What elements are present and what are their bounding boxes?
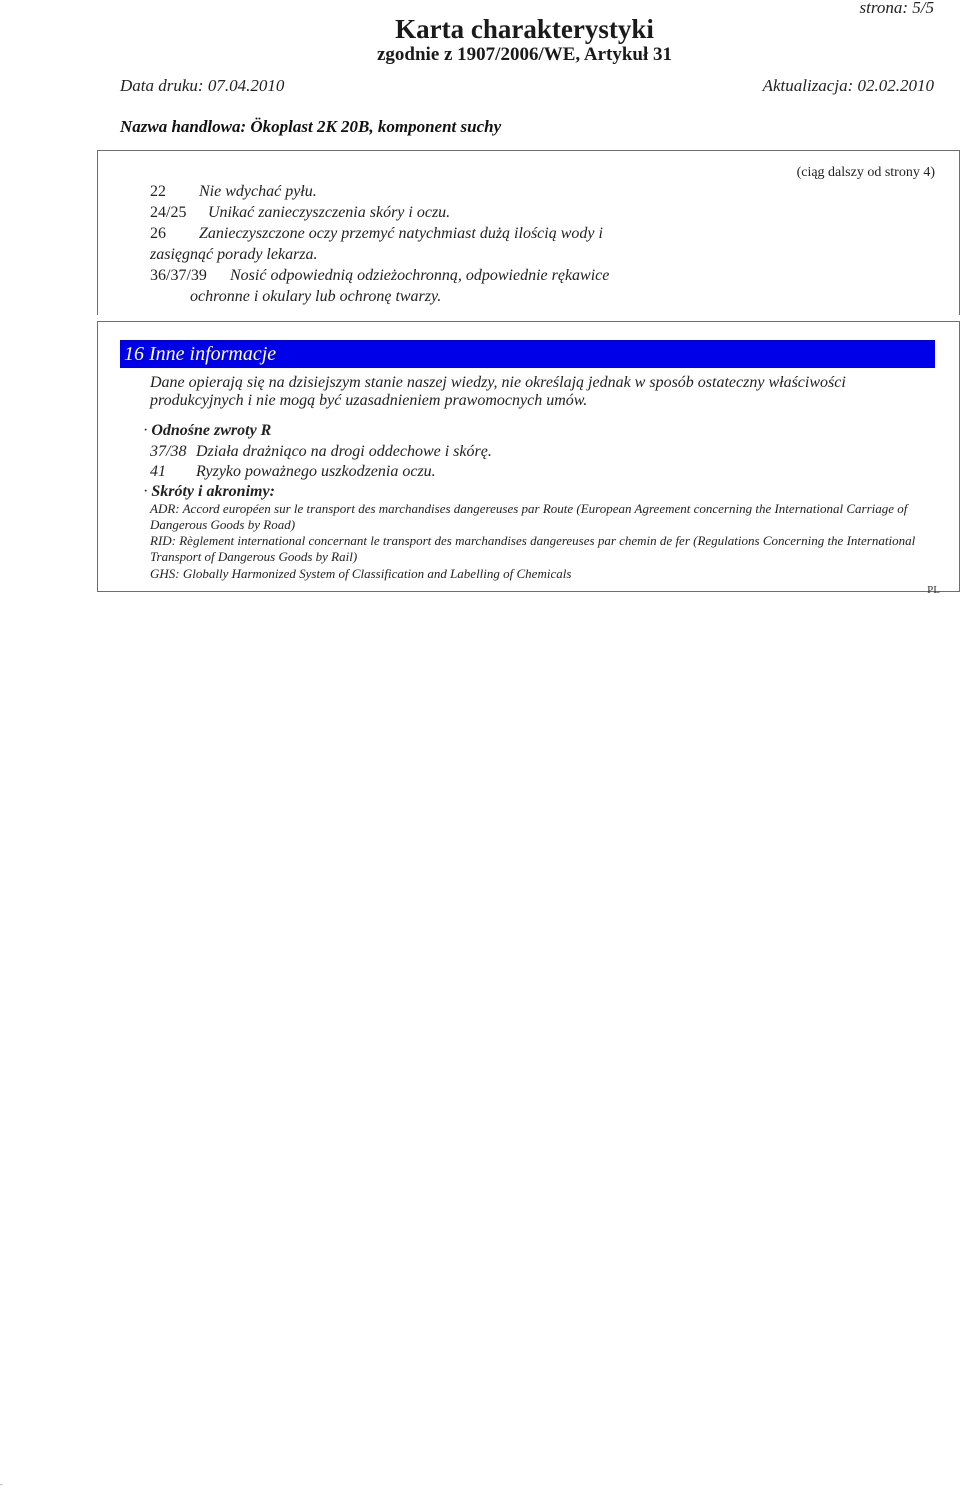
- s-phrase-code: 26: [150, 225, 166, 242]
- s-phrase-text: Nosić odpowiednią odzieżochronną, odpowiednie rękawice: [230, 267, 610, 284]
- s-phrase-row: [150, 224, 603, 263]
- disclaimer-paragraph: Dane opierają się na dzisiejszym stanie naszej wiedzy, nie określają jednak w sposób ostateczny właściwości produkcyjnych i nie mogą być uzasadnieniem prawomocnych umów.: [150, 374, 846, 409]
- s-phrase-code: 22: [150, 183, 166, 200]
- r-phrase-text: Ryzyko poważnego uszkodzenia oczu.: [196, 463, 436, 480]
- s-phrase-text: Nie wdychać pyłu.: [199, 183, 317, 200]
- s-phrase-code: 36/37/39: [150, 267, 207, 284]
- trade-name: Nazwa handlowa: Ökoplast 2K 20B, komponent suchy: [120, 117, 502, 136]
- r-phrase-code: 41: [150, 463, 166, 480]
- corner-mark: -: [0, 1480, 3, 1489]
- r-phrases-heading: · Odnośne zwroty R: [143, 422, 272, 439]
- s-phrase-row: [150, 203, 451, 223]
- bullet-dot: ·: [143, 483, 149, 500]
- update-date: Aktualizacja: 02.02.2010: [762, 76, 934, 95]
- s-phrase-text: Unikać zanieczyszczenia skóry i oczu.: [208, 204, 451, 221]
- page-number: strona: 5/5: [859, 0, 934, 17]
- r-phrase-code: 37/38: [150, 443, 187, 460]
- s-phrase-row: [150, 266, 610, 305]
- document-title: Karta charakterystyki: [395, 14, 654, 44]
- abbreviation-rid: RID: Règlement international concernant le transport des marchandises dangereuses par chemin de fer (Regulations Concerning the International Transport of Dangerous Goods by Rail): [150, 533, 916, 564]
- language-code: PL: [927, 584, 940, 596]
- section-16-heading: 16 Inne informacje: [120, 340, 935, 368]
- document-subtitle: zgodnie z 1907/2006/WE, Artykuł 31: [376, 44, 673, 65]
- r-phrase-row: [150, 443, 492, 461]
- r-phrase-text: Działa drażniąco na drogi oddechowe i skórę.: [196, 443, 492, 460]
- print-date: Data druku: 07.04.2010: [120, 76, 285, 95]
- abbreviation-ghs: GHS: Globally Harmonized System of Classification and Labelling of Chemicals: [150, 566, 572, 581]
- abbreviations-heading: · Skróty i akronimy:: [143, 483, 275, 500]
- continuation-note: (ciąg dalszy od strony 4): [796, 165, 935, 180]
- abbreviation-adr: ADR: Accord européen sur le transport des marchandises dangereuses par Route (European Agreement concerning the International Carriage of Dangerous Goods by Road): [150, 501, 908, 532]
- r-phrase-row: [150, 463, 436, 481]
- s-phrase-code: 24/25: [150, 204, 187, 221]
- s-phrase-text-cont: ochronne i okulary lub ochronę twarzy.: [190, 288, 442, 305]
- s-phrase-text-cont: zasięgnąć porady lekarza.: [150, 246, 318, 263]
- s-phrase-text: Zanieczyszczone oczy przemyć natychmiast dużą ilością wody i: [199, 225, 603, 242]
- s-phrase-row: [150, 182, 317, 202]
- bullet-dot: ·: [143, 422, 149, 439]
